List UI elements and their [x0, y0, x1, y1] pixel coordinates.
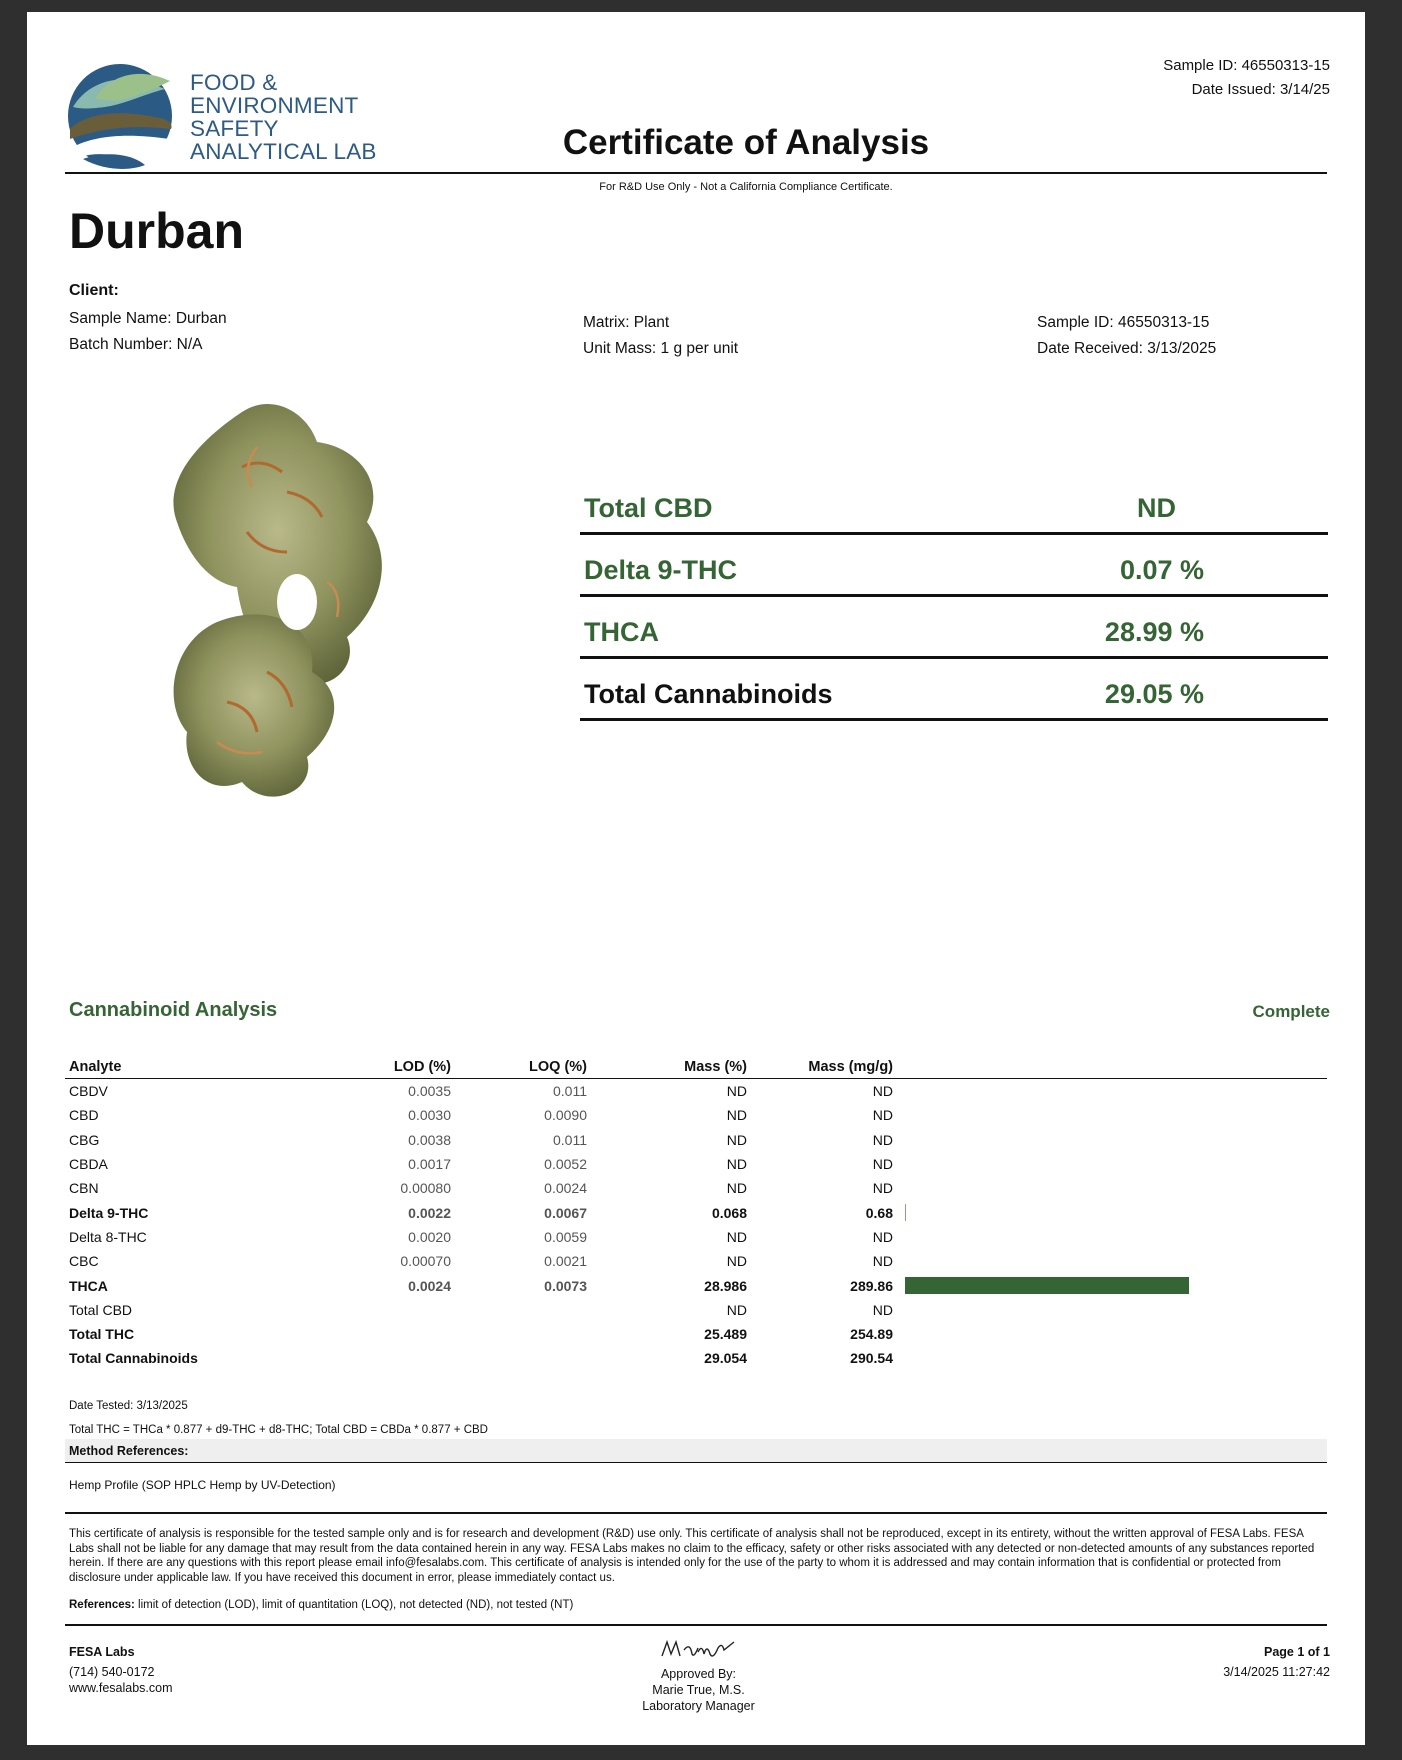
- summary-label: Delta 9-THC: [584, 555, 738, 585]
- cell-analyte: CBG: [69, 1131, 100, 1148]
- batch-number: Batch Number: N/A: [69, 336, 203, 353]
- cell-analyte: Total THC: [69, 1326, 135, 1343]
- cell-loq: 0.0059: [544, 1228, 587, 1245]
- rd-note: For R&D Use Only - Not a California Compliance Certificate.: [599, 181, 893, 193]
- table-row: [65, 1128, 1327, 1152]
- cell-analyte: CBDA: [69, 1156, 108, 1173]
- cell-loq: 0.0021: [544, 1253, 587, 1270]
- approver-title: Laboratory Manager: [642, 1699, 755, 1713]
- approved-by-label: Approved By:: [660, 1667, 737, 1681]
- references-text: limit of detection (LOD), limit of quantitation (LOQ), not detected (ND), not tested (NT): [138, 1599, 574, 1611]
- cell-mass-pct: ND: [726, 1156, 747, 1173]
- cell-loq: [455, 1298, 591, 1322]
- cell-mass-pct: ND: [726, 1253, 747, 1270]
- matrix: Matrix: Plant: [583, 314, 670, 331]
- cell-mass-pct: ND: [726, 1228, 747, 1245]
- cannabinoid-table: [65, 1056, 1327, 1371]
- report-timestamp: 3/14/2025 11:27:42: [1223, 1665, 1330, 1679]
- cell-loq: 0.0024: [544, 1180, 587, 1197]
- cell-bar: [897, 1273, 1327, 1297]
- cell-lod: 0.0038: [408, 1131, 451, 1148]
- cell-lod: [325, 1298, 455, 1322]
- cell-bar: [897, 1176, 1327, 1200]
- table-row: [65, 1322, 1327, 1346]
- sample-id: Sample ID: 46550313-15: [1037, 314, 1210, 331]
- cell-mass-pct: ND: [726, 1107, 747, 1124]
- analysis-title: Cannabinoid Analysis: [69, 999, 278, 1021]
- table-row: [65, 1176, 1327, 1200]
- cell-lod: 0.00080: [400, 1180, 451, 1197]
- table-row: [65, 1103, 1327, 1127]
- summary-row-delta9-thc: [580, 534, 1328, 597]
- table-row: [65, 1079, 1327, 1104]
- cell-analyte: Delta 8-THC: [69, 1228, 147, 1245]
- cell-mass-pct: 0.068: [711, 1204, 747, 1221]
- footer-website: www.fesalabs.com: [69, 1681, 173, 1695]
- cell-mass-pct: 29.054: [704, 1350, 747, 1367]
- divider: [65, 172, 1327, 174]
- cell-loq: 0.0067: [544, 1204, 587, 1221]
- footer-lab-name: FESA Labs: [69, 1645, 135, 1659]
- divider: [65, 1624, 1327, 1626]
- cell-analyte: CBC: [69, 1253, 99, 1270]
- concentration-bar: [905, 1204, 906, 1221]
- cell-bar: [897, 1346, 1327, 1370]
- col-analyte: Analyte: [65, 1056, 325, 1079]
- cell-lod: 0.0020: [408, 1228, 451, 1245]
- cell-loq: [455, 1322, 591, 1346]
- cell-loq: 0.011: [553, 1131, 587, 1148]
- logo-line: ENVIRONMENT: [190, 93, 359, 118]
- summary-row-total-cannabinoids: [580, 658, 1328, 721]
- cell-loq: [455, 1346, 591, 1370]
- cell-mass-mg: ND: [872, 1156, 893, 1173]
- signature-block: [27, 1634, 1365, 1714]
- logo-line: FOOD &: [190, 70, 278, 95]
- cell-bar: [897, 1225, 1327, 1249]
- cell-lod: [325, 1322, 455, 1346]
- cell-bar: [897, 1152, 1327, 1176]
- cell-lod: 0.0022: [408, 1204, 451, 1221]
- summary-value: 29.05 %: [1104, 679, 1204, 709]
- cell-loq: 0.0073: [544, 1277, 587, 1294]
- sample-photo: [67, 372, 477, 962]
- cell-mass-pct: ND: [726, 1301, 747, 1318]
- cell-bar: [897, 1322, 1327, 1346]
- client-col-1: [69, 306, 227, 358]
- table-row: [65, 1273, 1327, 1297]
- client-col-2: [583, 310, 738, 362]
- cell-mass-mg: ND: [872, 1228, 893, 1245]
- cell-mass-mg: 254.89: [850, 1326, 893, 1343]
- cell-loq: 0.011: [553, 1083, 587, 1100]
- summary-label: Total CBD: [584, 493, 713, 523]
- header-date-issued: Date Issued: 3/14/25: [1191, 81, 1330, 98]
- page-number: Page 1 of 1: [1264, 1645, 1330, 1659]
- references-note: [69, 1599, 573, 1611]
- cell-mass-mg: ND: [872, 1180, 893, 1197]
- sample-name: Sample Name: Durban: [69, 310, 227, 327]
- cell-bar: [897, 1200, 1327, 1224]
- cell-lod: 0.0030: [408, 1107, 451, 1124]
- cell-analyte: CBN: [69, 1180, 99, 1197]
- col-bar: [897, 1056, 1327, 1079]
- cell-analyte: Delta 9-THC: [69, 1204, 149, 1221]
- cell-mass-mg: ND: [872, 1107, 893, 1124]
- disclaimer: This certificate of analysis is responsible for the tested sample only and is for research and development (R&D) use only. This certificate of analysis shall not be reproduced, except in its entirety, without the written approval of FESA Labs. FESA Labs shall not be liable for any damage that may result from the data contained herein in any way. FESA Labs makes no claim to the efficacy, safety or other risks associated with any detected or non-detected amounts of any substances reported herein. If there are any questions with this report please email info@fesalabs.com. This certificate of analysis is intended only for the use of the party to whom it is addressed and may contain information that is confidential or protected from disclosure under applicable law. If you have received this document in error, please immediately contact us.: [69, 1528, 1315, 1584]
- cell-mass-pct: 28.986: [704, 1277, 747, 1294]
- unit-mass: Unit Mass: 1 g per unit: [583, 340, 739, 357]
- cell-analyte: CBD: [69, 1107, 99, 1124]
- col-loq: LOQ (%): [455, 1056, 591, 1079]
- method-reference: Hemp Profile (SOP HPLC Hemp by UV-Detection): [69, 1478, 336, 1492]
- cell-loq: 0.0052: [544, 1156, 587, 1173]
- cell-mass-pct: ND: [726, 1180, 747, 1197]
- footer-phone: (714) 540-0172: [69, 1665, 155, 1679]
- cell-lod: [325, 1346, 455, 1370]
- cell-mass-mg: 0.68: [865, 1204, 893, 1221]
- cell-mass-pct: ND: [726, 1131, 747, 1148]
- cell-bar: [897, 1249, 1327, 1273]
- footer-page-info: [1223, 1644, 1330, 1680]
- col-mass-pct: Mass (%): [591, 1056, 751, 1079]
- summary-row-total-cbd: [580, 472, 1328, 535]
- cell-bar: [897, 1079, 1327, 1104]
- summary-value: 0.07 %: [1119, 555, 1204, 585]
- table-row: [65, 1225, 1327, 1249]
- cell-lod: 0.0035: [408, 1083, 451, 1100]
- signature-icon: [658, 1634, 738, 1662]
- client-label: Client:: [69, 282, 119, 299]
- cell-mass-mg: ND: [872, 1301, 893, 1318]
- table-row: [65, 1346, 1327, 1370]
- col-lod: LOD (%): [325, 1056, 455, 1079]
- cell-bar: [897, 1298, 1327, 1322]
- table-header: [65, 1056, 1327, 1079]
- cell-mass-pct: 25.489: [704, 1326, 747, 1343]
- date-tested: Date Tested: 3/13/2025: [69, 1400, 188, 1412]
- cell-mass-pct: ND: [726, 1083, 747, 1100]
- table-row: [65, 1152, 1327, 1176]
- client-col-3: [1037, 310, 1216, 362]
- date-received: Date Received: 3/13/2025: [1037, 340, 1217, 357]
- references-label: References:: [69, 1599, 135, 1611]
- cell-mass-mg: ND: [872, 1131, 893, 1148]
- col-mass-mg: Mass (mg/g): [751, 1056, 897, 1079]
- cell-lod: 0.00070: [400, 1253, 451, 1270]
- cell-bar: [897, 1128, 1327, 1152]
- table-row: [65, 1298, 1327, 1322]
- summary-value: ND: [1137, 493, 1176, 523]
- cell-mass-mg: 290.54: [850, 1350, 893, 1367]
- summary-value: 28.99 %: [1104, 617, 1204, 647]
- table-row: [65, 1200, 1327, 1224]
- logo-line: ANALYTICAL LAB: [190, 139, 377, 164]
- cell-mass-mg: 289.86: [850, 1277, 893, 1294]
- cell-mass-mg: ND: [872, 1083, 893, 1100]
- page-title: Certificate of Analysis: [562, 123, 930, 162]
- status-badge: Complete: [1252, 1002, 1330, 1021]
- table-body: [65, 1079, 1327, 1371]
- header-sample-id: Sample ID: 46550313-15: [1163, 57, 1330, 74]
- approver-name: Marie True, M.S.: [652, 1683, 745, 1697]
- concentration-bar: [905, 1277, 1189, 1294]
- cell-bar: [897, 1103, 1327, 1127]
- summary-row-thca: [580, 596, 1328, 659]
- cell-mass-mg: ND: [872, 1253, 893, 1270]
- cannabis-bud-icon: [67, 372, 477, 962]
- cell-analyte: Total CBD: [69, 1301, 133, 1318]
- cell-analyte: CBDV: [69, 1083, 108, 1100]
- formula-note: Total THC = THCa * 0.877 + d9-THC + d8-THC; Total CBD = CBDa * 0.877 + CBD: [69, 1424, 488, 1436]
- strain-name: Durban: [69, 203, 244, 259]
- divider: [65, 1512, 1327, 1514]
- cell-analyte: THCA: [69, 1277, 108, 1294]
- cell-lod: 0.0017: [408, 1156, 451, 1173]
- summary-label: THCA: [584, 617, 659, 647]
- cell-loq: 0.0090: [544, 1107, 587, 1124]
- cell-lod: 0.0024: [408, 1277, 451, 1294]
- certificate-page: [27, 12, 1365, 1745]
- logo-line: SAFETY: [190, 116, 279, 141]
- method-references-header: Method References:: [65, 1439, 1327, 1463]
- table-row: [65, 1249, 1327, 1273]
- header-meta: [1163, 54, 1330, 102]
- cell-analyte: Total Cannabinoids: [69, 1350, 198, 1367]
- summary-label: Total Cannabinoids: [584, 679, 833, 709]
